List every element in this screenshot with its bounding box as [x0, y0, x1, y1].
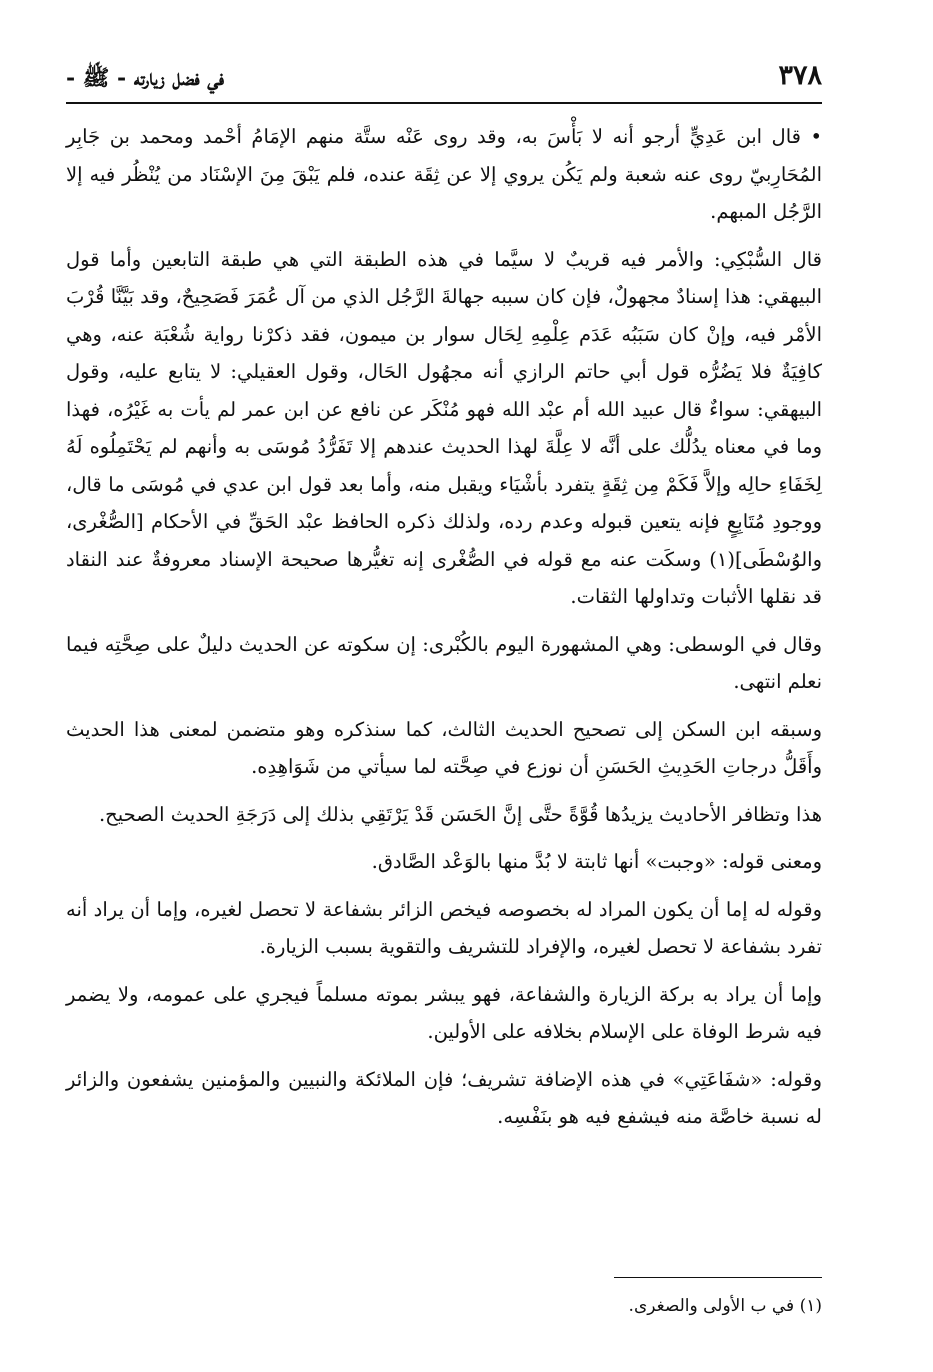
paragraph: وسبقه ابن السكن إلى تصحيح الحديث الثالث، كما سنذكره وهو متضمن لمعنى هذا الحديث وأَقَلُّ درجاتِ الحَدِيثِ الحَسَنِ أن نوزع في صِحَّته لما سيأتي من شَوَاهِدِه.: [66, 717, 822, 778]
paragraph: • قال ابن عَدِيٍّ أرجو أنه لا بَأْسَ به، وقد روى عَنْه ستَّة منهم الإمَامُ أحْمد ومحمد بن جَابِر المُحَارِبيّ روى عنه شعبة ولم يَكُن يروي إلا عن ثِقَة عنده، فلم يَبْقَ مِنَ الإسْنَاد من يُنْظُر فيه إلا الرَّجُل المبهم.: [66, 125, 822, 223]
running-title: في فضل زيارته - ﷺ -: [66, 65, 225, 91]
paragraph: قال السُّبْكِي: والأمر فيه قريبٌ لا سيَّما في هذه الطبقة التي هي طبقة التابعين وأما قول البيهقي: هذا إسنادٌ مجهولٌ، فإن كان سببه جهالةَ الرَّجُل الذي من آل عُمَرَ فَصَحِيحٌ، وقد بَيَّنَّا قُرْبَ الأمْر فيه، وإنْ كان سَبَبُه عَدَم عِلْمِهِ لِحَال سوار بن ميمون، فقد ذكرْنا رواية شُعْبَة عنه، وهي كافِيَةٌ فلا يَضُرُّه قول أبي حاتم الرازي أنه مجهُول الحَال، وقول العقيلي: لا يتابع عليه، وقول البيهقي: سواءٌ قال عبيد الله أم عبْد الله فهو مُنْكَر عن نافع عن ابن عمر لم يأت به غَيْرُه، فهذا وما في معناه يدُلُّك على أنَّه لا عِلَّةَ لهذا الحديث عندهم إلا تَفَرُّدُ مُوسَى به وأنهم لم يَحْتَمِلُوه لَهُ لِخَفَاءِ حالِه وإلاَّ فَكَمْ مِن ثِقَةٍ يتفرد بأشْيَاء ويقبل منه، وأما بعد قول ابن عدي في مُوسَى ما قال، ووجودِ مُتَابِعٍ فإنه يتعين قبوله وعدم رده، ولذلك ذكره الحافظ عبْد الحَقِّ في الأحكام [الصُّغْرى، والوُسْطَى](١) وسكَت عنه مع قوله في الصُّغْرى إنه تغيُّرها صحيحة الإسناد معروفةٌ عند النقاد قد نقلها الأثبات وتداولها الثقات.: [66, 247, 822, 608]
page-number: ٣٧٨: [778, 60, 822, 91]
paragraph: وقوله: «شفَاعَتِي» في هذه الإضافة تشريف؛ فإن الملائكة والنبيين والمؤمنين يشفعون والزائر له نسبة خاصَّة منه فيشفع فيه هو بنَفْسِه.: [66, 1067, 822, 1128]
paragraph: وقوله له إما أن يكون المراد له بخصوصه فيخص الزائر بشفاعة لا تحصل لغيره، وإما أن يراد أنه تفرد بشفاعة لا تحصل لغيره، والإفراد للتشريف والتقوية بسبب الزيارة.: [66, 897, 822, 958]
header-rule: [66, 102, 822, 104]
main-text: [66, 118, 822, 1146]
paragraph: وإما أن يراد به بركة الزيارة والشفاعة، فهو يبشر بموته مسلماً فيجري على عمومه، ولا يضمر فيه شرط الوفاة على الإسلام بخلافه على الأولين.: [66, 982, 822, 1043]
footnote-separator: [614, 1277, 822, 1278]
page-header: [66, 54, 822, 102]
paragraph: وقال في الوسطى: وهي المشهورة اليوم بالكُبْرى: إن سكوته عن الحديث دليلٌ على صِحَّتِه فيما نعلم انتهى.: [66, 632, 822, 693]
footnote: (١) في ب الأولى والصغرى.: [628, 1296, 822, 1316]
paragraph: ومعنى قوله: «وجبت» أنها ثابتة لا بُدَّ منها بالوَعْد الصَّادق.: [371, 850, 822, 873]
paragraph: هذا وتظافر الأحاديث يزيدُها قُوَّةً حتَّى إنَّ الحَسَن قَدْ يَرْتَقِي بذلك إلى دَرَجَةِ الحديث الصحيح.: [98, 802, 822, 826]
